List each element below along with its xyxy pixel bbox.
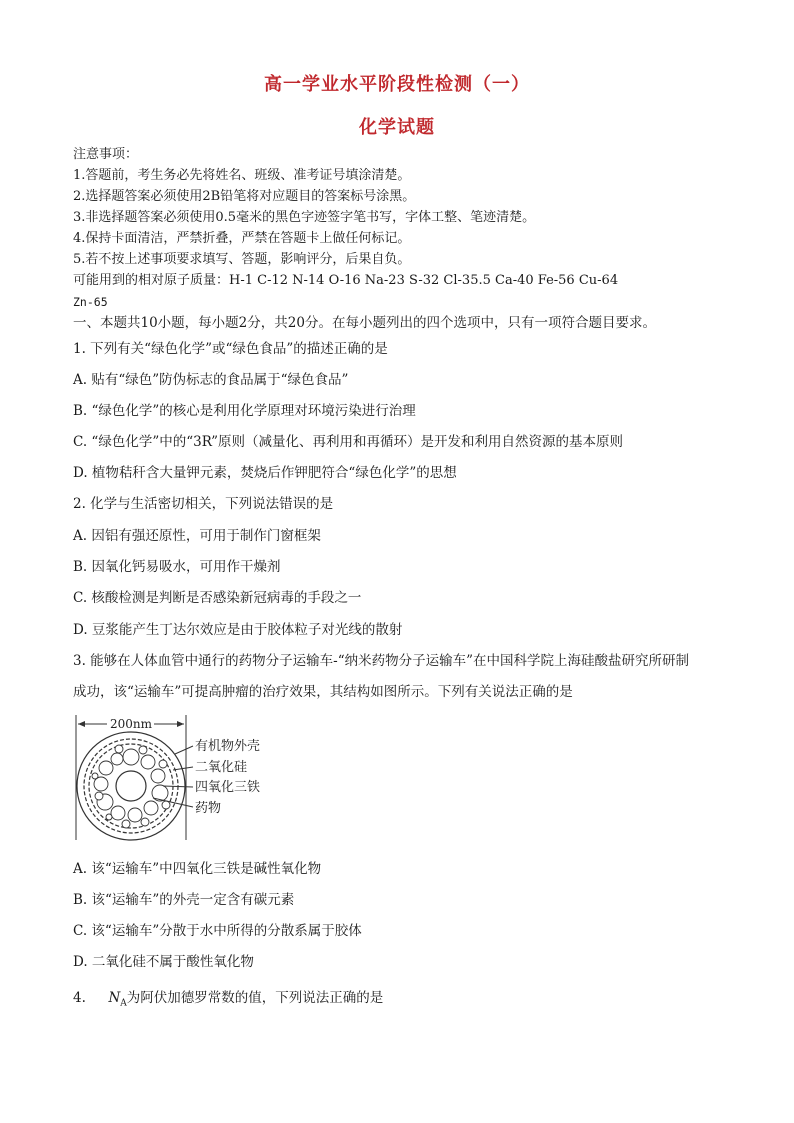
q2-option-a: A. 因铝有强还原性，可用于制作门窗框架 [73, 528, 321, 544]
question-3-stem-cont: 成功，该“运输车”可提高肿瘤的治疗效果，其结构如图所示。下列有关说法正确的是 [73, 684, 573, 700]
atomic-masses: 可能用到的相对原子质量：H-1 C-12 N-14 O-16 Na-23 S-32 Cl-35.5 Ca-40 Fe-56 Cu-64 [73, 273, 619, 288]
question-3-stem: 3. 能够在人体血管中通行的药物分子运输车-“纳米药物分子运输车”在中国科学院上海硅酸盐研究所研制 [73, 653, 690, 669]
scale-label: 200nm [109, 717, 153, 731]
notice-item: 3.非选择题答案必须使用0.5毫米的黑色字迹签字笔书写，字体工整、笔迹清楚。 [73, 210, 536, 225]
question-4-stem [73, 989, 383, 1013]
atomic-masses-cont: Zn-65 [73, 295, 108, 309]
exam-subtitle: 化学试题 [359, 117, 435, 138]
notice-item: 5.若不按上述事项要求填写、答题，影响评分，后果自负。 [73, 252, 411, 267]
label-silica: 二氧化硅 [195, 760, 248, 775]
q3-option-a: A. 该“运输车”中四氧化三铁是碱性氧化物 [73, 861, 322, 877]
label-organic-shell: 有机物外壳 [195, 739, 261, 754]
nano-carrier-diagram [65, 712, 285, 852]
q4-stem-text: 为阿伏加德罗常数的值，下列说法正确的是 [126, 990, 384, 1006]
q4-number: 4. [73, 990, 86, 1006]
q2-option-c: C. 核酸检测是判断是否感染新冠病毒的手段之一 [73, 590, 362, 606]
avogadro-symbol: $N_A$ [108, 990, 127, 1009]
q3-option-c: C. 该“运输车”分散于水中所得的分散系属于胶体 [73, 923, 362, 939]
label-iron-oxide: 四氧化三铁 [195, 780, 261, 795]
notice-heading: 注意事项： [73, 147, 139, 162]
q2-option-b: B. 因氧化钙易吸水，可用作干燥剂 [73, 559, 281, 575]
section-1-heading: 一、本题共10小题，每小题2分，共20分。在每小题列出的四个选项中，只有一项符合题目要求。 [73, 315, 656, 331]
notice-item: 1.答题前，考生务必先将姓名、班级、准考证号填涂清楚。 [73, 168, 411, 183]
q3-option-b: B. 该“运输车”的外壳一定含有碳元素 [73, 892, 295, 908]
notice-item: 2.选择题答案必须使用2B铅笔将对应题目的答案标号涂黑。 [73, 189, 416, 204]
exam-title: 高一学业水平阶段性检测（一） [264, 74, 530, 95]
label-drug: 药物 [195, 801, 222, 816]
question-1-stem: 1. 下列有关“绿色化学”或“绿色食品”的描述正确的是 [73, 341, 388, 357]
q3-option-d: D. 二氧化硅不属于酸性氧化物 [73, 954, 254, 970]
notice-item: 4.保持卡面清洁，严禁折叠，严禁在答题卡上做任何标记。 [73, 231, 411, 246]
q1-option-a: A. 贴有“绿色”防伪标志的食品属于“绿色食品” [73, 372, 349, 388]
q1-option-b: B. “绿色化学”的核心是利用化学原理对环境污染进行治理 [73, 403, 416, 419]
q2-option-d: D. 豆浆能产生丁达尔效应是由于胶体粒子对光线的散射 [73, 622, 403, 638]
q1-option-d: D. 植物秸秆含大量钾元素，焚烧后作钾肥符合“绿色化学”的思想 [73, 465, 457, 481]
q1-option-c: C. “绿色化学”中的“3R”原则（减量化、再利用和再循环）是开发和利用自然资源的基本原则 [73, 434, 624, 450]
question-2-stem: 2. 化学与生活密切相关，下列说法错误的是 [73, 496, 334, 512]
